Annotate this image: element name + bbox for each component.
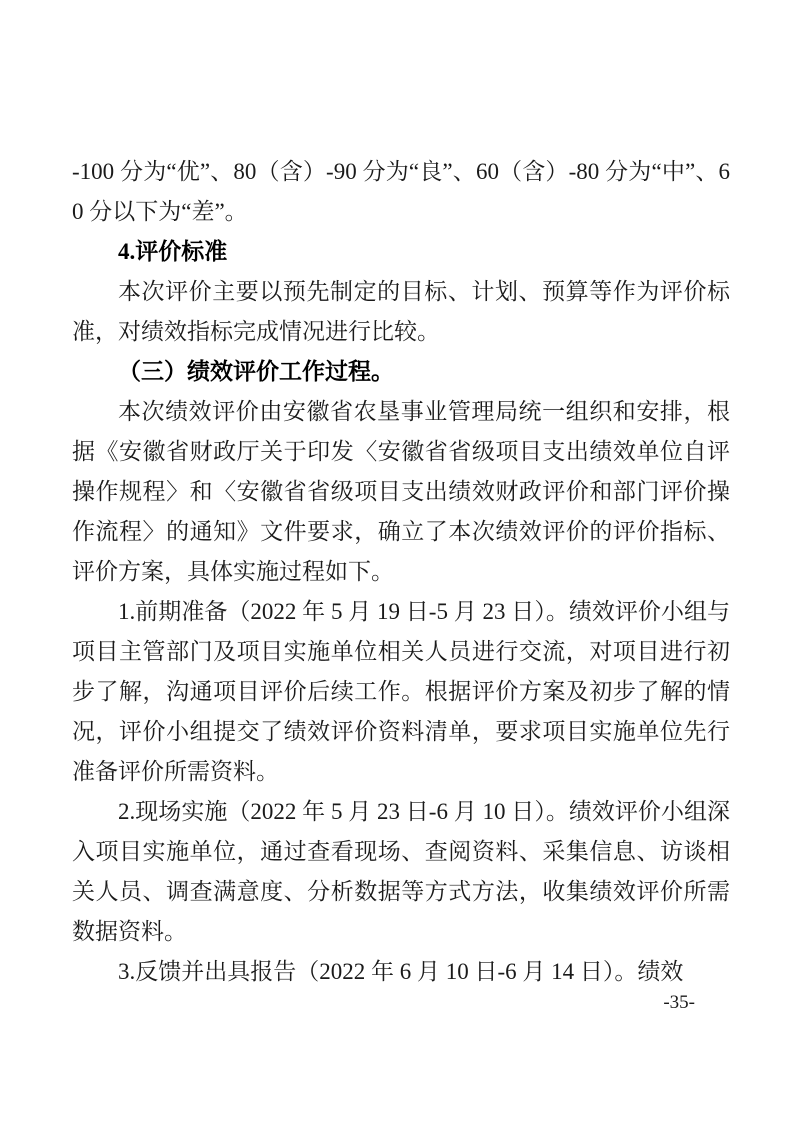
- heading-eval-standard: 4.评价标准: [118, 239, 228, 264]
- document-body: [72, 152, 730, 992]
- page-number: -35-: [663, 992, 695, 1013]
- page-footer: [0, 990, 695, 1016]
- paragraph-score-bands: -100 分为“优”、80（含）-90 分为“良”、60（含）-80 分为“中”、60 分以下为“差”。: [72, 159, 730, 224]
- paragraph-step2-onsite: 2.现场实施（2022 年 5 月 23 日-6 月 10 日）。绩效评价小组深入项目实施单位，通过查看现场、查阅资料、采集信息、访谈相关人员、调查满意度、分析数据等方式方法，收集绩效评价所需数据资料。: [72, 799, 730, 944]
- paragraph-eval-standard: 本次评价主要以预先制定的目标、计划、预算等作为评价标准，对绩效指标完成情况进行比较。: [72, 279, 730, 344]
- paragraph-step1-preparation: 1.前期准备（2022 年 5 月 19 日-5 月 23 日）。绩效评价小组与项目主管部门及项目实施单位相关人员进行交流，对项目进行初步了解，沟通项目评价后续工作。根据评价方案及初步了解的情况，评价小组提交了绩效评价资料清单，要求项目实施单位先行准备评价所需资料。: [72, 599, 730, 784]
- paragraph-eval-organization: 本次绩效评价由安徽省农垦事业管理局统一组织和安排，根据《安徽省财政厅关于印发〈安徽省省级项目支出绩效单位自评操作规程〉和〈安徽省省级项目支出绩效财政评价和部门评价操作流程〉的通知》文件要求，确立了本次绩效评价的评价指标、评价方案，具体实施过程如下。: [72, 399, 730, 584]
- heading-eval-work-process: （三）绩效评价工作过程。: [118, 359, 394, 384]
- paragraph-step3-report: 3.反馈并出具报告（2022 年 6 月 10 日-6 月 14 日）。绩效: [118, 959, 684, 984]
